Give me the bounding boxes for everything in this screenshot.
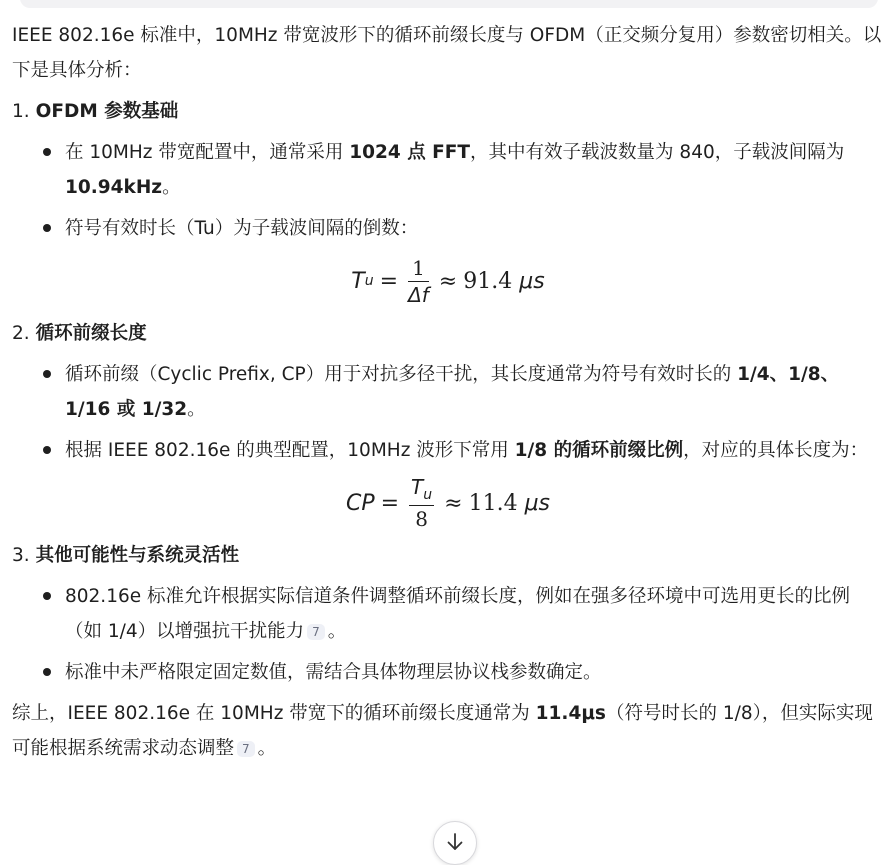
fraction: $\frac{T_u}{8}$ [411,475,433,531]
bullet-dot [43,224,51,232]
list-item: 在 10MHz 带宽配置中，通常采用 1024 点 FFT，其中有效子载波数量为 840，子载波间隔为 10.94kHz。 [12,135,884,205]
list-item: 符号有效时长（Tu）为子载波间隔的倒数： [12,211,884,246]
formula-tu: T u = $\frac{1}{\Delta f}$ ≈ 91.4 μs [351,255,545,307]
citation-badge[interactable]: 7 [307,624,325,640]
bullet-list [12,135,884,246]
section-heading-ofdm [12,94,884,129]
section-number: 3. [12,545,30,566]
section-title: 循环前缀长度 [35,323,147,344]
list-item: 根据 IEEE 802.16e 的典型配置，10MHz 波形下常用 1/8 的循环前缀比例，对应的具体长度为： [12,433,884,468]
answer-content [12,18,884,772]
top-edge-panel [20,0,878,8]
intro-paragraph: IEEE 802.16e 标准中，10MHz 带宽波形下的循环前缀长度与 OFDM（正交频分复用）参数密切相关。以下是具体分析： [12,25,882,81]
fraction: $\frac{1}{\Delta f}$ [408,255,429,307]
section-title: 其他可能性与系统灵活性 [35,545,240,566]
citation-badge[interactable]: 7 [237,741,255,757]
scroll-to-bottom-button[interactable] [433,821,477,865]
formula-cp: CP = $\frac{T_u}{8}$ ≈ 11.4 μs [345,475,551,531]
summary-paragraph: 综上，IEEE 802.16e 在 10MHz 带宽下的循环前缀长度通常为 11.4μs（符号时长的 1/8），但实际实现可能根据系统需求动态调整 7 。 [12,703,873,759]
bullet-dot [43,668,51,676]
list-item: 标准中未严格限定固定数值，需结合具体物理层协议栈参数确定。 [12,655,884,690]
section-heading-flexibility [12,538,884,573]
bullet-dot [43,592,51,600]
section-number: 2. [12,323,30,344]
list-item: 循环前缀（Cyclic Prefix, CP）用于对抗多径干扰，其长度通常为符号有效时长的 1/4、1/8、1/16 或 1/32。 [12,357,884,427]
section-heading-cp [12,316,884,351]
bullet-dot [43,370,51,378]
section-number: 1. [12,101,30,122]
bullet-list [12,357,884,468]
bullet-dot [43,148,51,156]
bullet-list [12,579,884,690]
arrow-down-icon [444,831,466,853]
list-item: 802.16e 标准允许根据实际信道条件调整循环前缀长度，例如在强多径环境中可选用更长的比例（如 1/4）以增强抗干扰能力 7 。 [12,579,884,649]
bullet-dot [43,446,51,454]
section-title: OFDM 参数基础 [35,101,179,122]
